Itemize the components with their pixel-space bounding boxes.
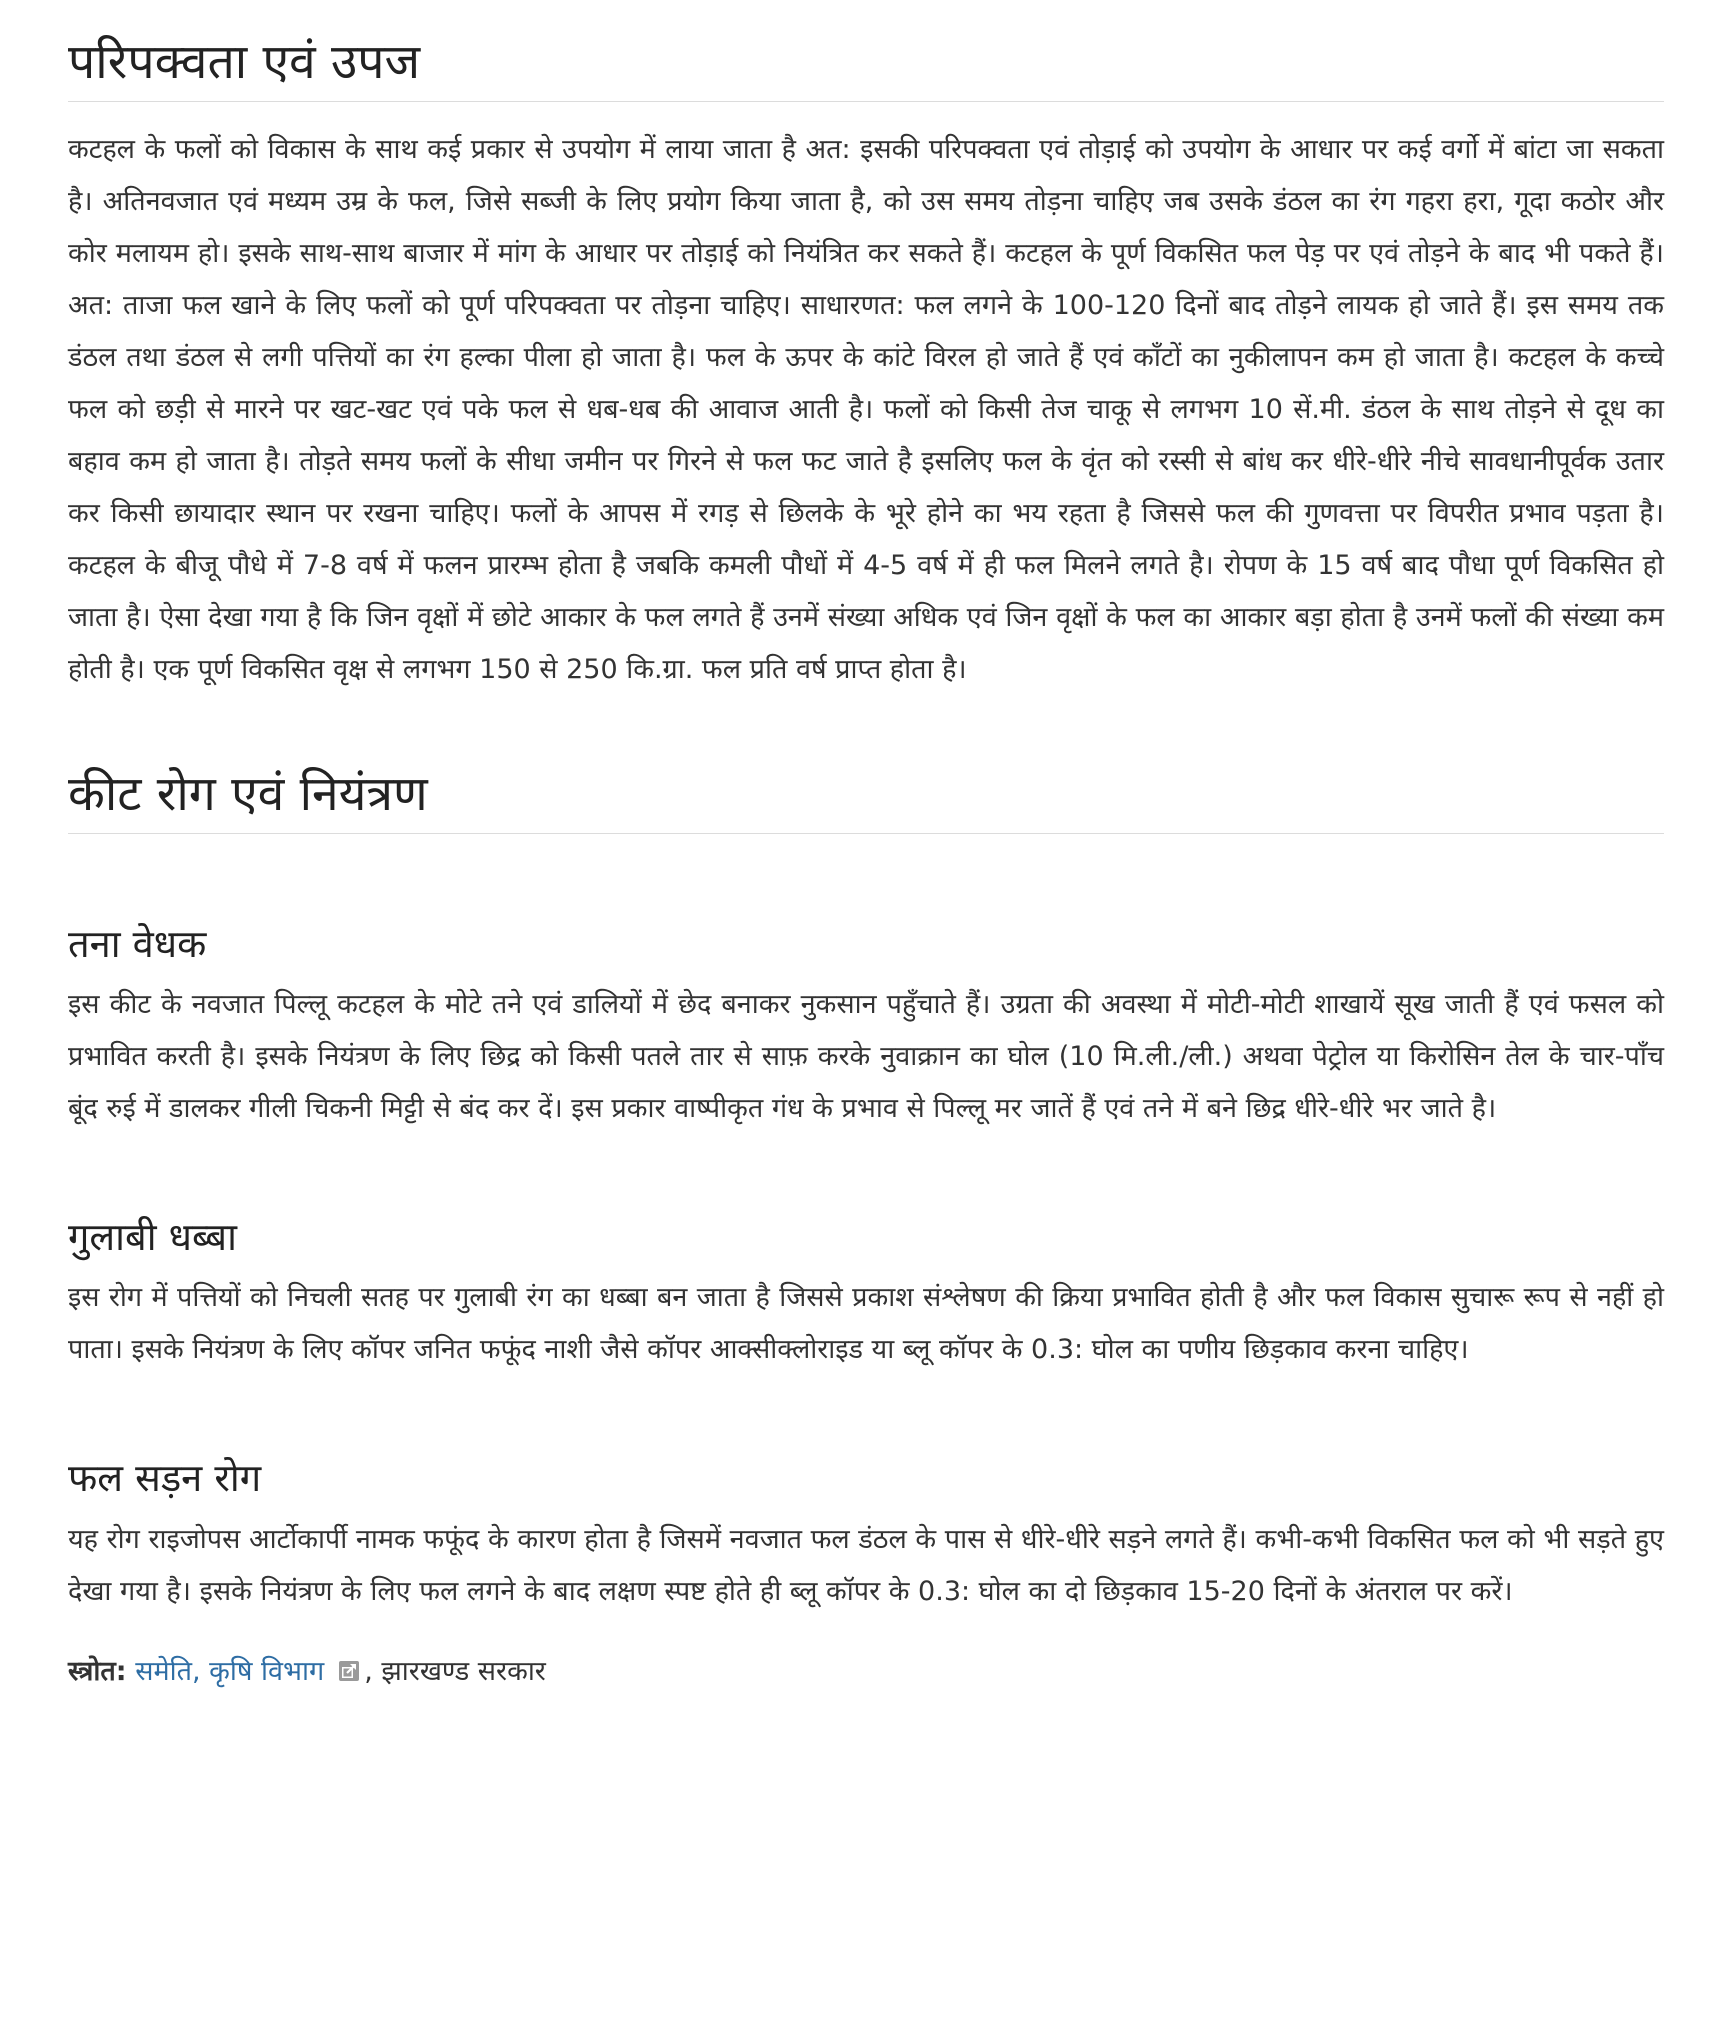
source-suffix: , झारखण्ड सरकार bbox=[364, 1655, 546, 1687]
stem-borer-paragraph: इस कीट के नवजात पिल्लू कटहल के मोटे तने एवं डालियों में छेद बनाकर नुकसान पहुँचाते हैं। उग्रता की अवस्था में मोटी-मोटी शाखायें सूख जाती हैं एवं फसल को प्रभावित करती है। इसके नियंत्रण के लिए छिद्र को किसी पतले तार से साफ़ करके नुवाक्रान का घोल (10 मि.ली./ली.) अथवा पेट्रोल या किरोसिन तेल के चार-पाँच बूंद रुई में डालकर गीली चिकनी मिट्टी से बंद कर दें। इस प्रकार वाष्पीकृत गंध के प्रभाव से पिल्लू मर जातें हैं एवं तने में बने छिद्र धीरे-धीरे भर जाते है। bbox=[68, 988, 1664, 1124]
maturity-heading: परिपक्वता एवं उपज bbox=[68, 30, 1664, 102]
pink-spot-heading: गुलाबी धब्बा bbox=[68, 1214, 237, 1259]
source-line bbox=[68, 1646, 1664, 1698]
external-link-icon[interactable] bbox=[338, 1648, 360, 1670]
fruit-rot-paragraph: यह रोग राइजोपस आर्टोकार्पी नामक फफूंद के कारण होता है जिसमें नवजात फल डंठल के पास से धीरे-धीरे सड़ने लगते हैं। कभी-कभी विकसित फल को भी सड़ते हुए देखा गया है। इसके नियंत्रण के लिए फल लगने के बाद लक्षण स्पष्ट होते ही ब्लू कॉपर के 0.3: घोल का दो छिड़काव 15-20 दिनों के अंतराल पर करें। bbox=[68, 1523, 1664, 1607]
article-content bbox=[68, 30, 1664, 1698]
spacer bbox=[68, 1376, 1664, 1454]
spacer bbox=[68, 856, 1664, 920]
spacer bbox=[68, 1135, 1664, 1213]
source-label: स्त्रोत: bbox=[68, 1655, 127, 1687]
maturity-paragraph: कटहल के फलों को विकास के साथ कई प्रकार से उपयोग में लाया जाता है अत: इसकी परिपक्वता एवं तोड़ाई को उपयोग के आधार पर कई वर्गो में बांटा जा सकता है। अतिनवजात एवं मध्यम उम्र के फल, जिसे सब्जी के लिए प्रयोग किया जाता है, को उस समय तोड़ना चाहिए जब उसके डंठल का रंग गहरा हरा, गूदा कठोर और कोर मलायम हो। इसके साथ-साथ बाजार में मांग के आधार पर तोड़ाई को नियंत्रित कर सकते हैं। कटहल के पूर्ण विकसित फल पेड़ पर एवं तोड़ने के बाद भी पकते हैं। अत: ताजा फल खाने के लिए फलों को पूर्ण परिपक्वता पर तोड़ना चाहिए। साधारणत: फल लगने के 100-120 दिनों बाद तोड़ने लायक हो जाते हैं। इस समय तक डंठल तथा डंठल से लगी पत्तियों का रंग हल्का पीला हो जाता है। फल के ऊपर के कांटे विरल हो जाते हैं एवं काँटों का नुकीलापन कम हो जाता है। कटहल के कच्चे फल को छड़ी से मारने पर खट-खट एवं पके फल से धब-धब की आवाज आती है। फलों को किसी तेज चाकू से लगभग 10 सें.मी. डंठल के साथ तोड़ने से दूध का बहाव कम हो जाता है। तोड़ते समय फलों के सीधा जमीन पर गिरने से फल फट जाते है इसलिए फल के वृंत को रस्सी से बांध कर धीरे-धीरे नीचे सावधानीपूर्वक उतार कर किसी छायादार स्थान पर रखना चाहिए। फलों के आपस में रगड़ से छिलके के भूरे होने का भय रहता है जिससे फल की गुणवत्ता पर विपरीत प्रभाव पड़ता है। कटहल के बीजू पौधे में 7-8 वर्ष में फलन प्रारम्भ होता है जबकि कमली पौधों में 4-5 वर्ष में ही फल मिलने लगते है। रोपण के 15 वर्ष बाद पौधा पूर्ण विकसित हो जाता है। ऐसा देखा गया है कि जिन वृक्षों में छोटे आकार के फल लगते हैं उनमें संख्या अधिक एवं जिन वृक्षों के फल का आकार बड़ा होता है उनमें फलों की संख्या कम होती है। एक पूर्ण विकसित वृक्ष से लगभग 150 से 250 कि.ग्रा. फल प्रति वर्ष प्राप्त होता है। bbox=[68, 133, 1664, 685]
spacer bbox=[68, 696, 1664, 762]
source-link[interactable]: समेति, कृषि विभाग bbox=[135, 1655, 325, 1687]
stem-borer-heading: तना वेधक bbox=[68, 921, 207, 966]
spacer bbox=[68, 1618, 1664, 1646]
fruit-rot-heading: फल सड़न रोग bbox=[68, 1456, 262, 1501]
pink-spot-paragraph: इस रोग में पत्तियों को निचली सतह पर गुलाबी रंग का धब्बा बन जाता है जिससे प्रकाश संश्लेषण की क्रिया प्रभावित होती है और फल विकास सुचारू रूप से नहीं हो पाता। इसके नियंत्रण के लिए कॉपर जनित फफूंद नाशी जैसे कॉपर आक्सीक्लोराइड या ब्लू कॉपर के 0.3: घोल का पणीय छिड़काव करना चाहिए। bbox=[68, 1282, 1664, 1366]
pests-heading: कीट रोग एवं नियंत्रण bbox=[68, 762, 1664, 834]
